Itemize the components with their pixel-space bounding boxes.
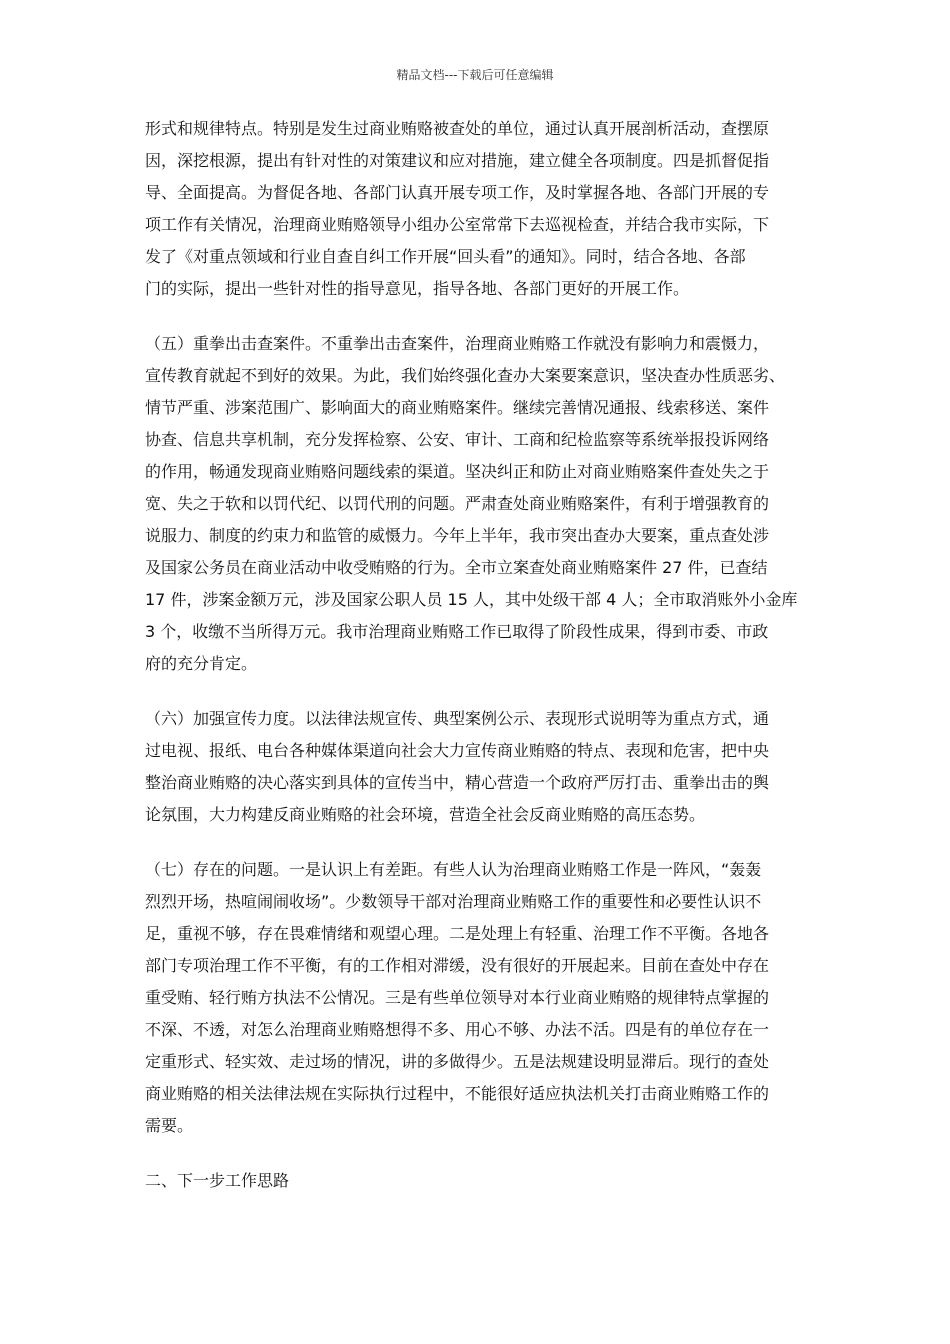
paragraph-five-investigation [145, 328, 815, 680]
paragraph-supervision [145, 113, 815, 305]
text-line: 足，重视不够，存在畏难情绪和观望心理。二是处理上有轻重、治理工作不平衡。各地各 [145, 924, 770, 943]
text-line: 项工作有关情况，治理商业贿赂领导小组办公室常常下去巡视检查，并结合我市实际，下 [145, 215, 770, 234]
text-line: 3 个，收缴不当所得万元。我市治理商业贿赂工作已取得了阶段性成果，得到市委、市政 [145, 622, 769, 641]
text-line: （六）加强宣传力度。以法律法规宣传、典型案例公示、表现形式说明等为重点方式，通 [145, 709, 770, 728]
text-line: 协查、信息共享机制，充分发挥检察、公安、审计、工商和纪检监察等系统举报投诉网络 [145, 430, 770, 449]
text-line: 定重形式、轻实效、走过场的情况，讲的多做得少。五是法规建设明显滞后。现行的查处 [145, 1052, 770, 1071]
text-line: 门的实际，提出一些针对性的指导意见，指导各地、各部门更好的开展工作。 [145, 279, 690, 298]
text-line: 论氛围，大力构建反商业贿赂的社会环境，营造全社会反商业贿赂的高压态势。 [145, 805, 706, 824]
text-line: 不深、不透，对怎么治理商业贿赂想得不多、用心不够、办法不活。四是有的单位存在一 [145, 1020, 770, 1039]
text-line: 的作用，畅通发现商业贿赂问题线索的渠道。坚决纠正和防止对商业贿赂案件查处失之于 [145, 462, 770, 481]
text-line: 17 件，涉案金额万元，涉及国家公职人员 15 人，其中处级干部 4 人；全市取消账外小金库 [145, 590, 798, 609]
text-line: 形式和规律特点。特别是发生过商业贿赂被查处的单位，通过认真开展剖析活动，查摆原 [145, 119, 770, 138]
text-line: 重受贿、轻行贿方执法不公情况。三是有些单位领导对本行业商业贿赂的规律特点掌握的 [145, 988, 770, 1007]
text-line: 商业贿赂的相关法律法规在实际执行过程中，不能很好适应执法机关打击商业贿赂工作的 [145, 1084, 770, 1103]
text-line: 及国家公务员在商业活动中收受贿赂的行为。全市立案查处商业贿赂案件 27 件，已查结 [145, 558, 768, 577]
text-line: 需要。 [145, 1116, 194, 1135]
page-header: 精品文档---下载后可任意编辑 [396, 68, 554, 82]
text-line: 宽、失之于软和以罚代纪、以罚代刑的问题。严肃查处商业贿赂案件，有利于增强教育的 [145, 494, 770, 513]
text-line: 烈烈开场，热喧闹闹收场”。少数领导干部对治理商业贿赂工作的重要性和必要性认识不 [145, 892, 762, 911]
text-line: 整治商业贿赂的决心落实到具体的宣传当中，精心营造一个政府严厉打击、重拳出击的舆 [145, 773, 770, 792]
section-heading: 二、下一步工作思路 [145, 1171, 290, 1190]
text-line: 过电视、报纸、电台各种媒体渠道向社会大力宣传商业贿赂的特点、表现和危害，把中央 [145, 741, 770, 760]
text-line: 宣传教育就起不到好的效果。为此，我们始终强化查办大案要案意识，坚决查办性质恶劣、 [145, 366, 786, 385]
text-line: 因，深挖根源，提出有针对性的对策建议和应对措施，建立健全各项制度。四是抓督促指 [145, 151, 770, 170]
text-line: 府的充分肯定。 [145, 654, 258, 673]
document-body [145, 113, 815, 1197]
text-line: （七）存在的问题。一是认识上有差距。有些人认为治理商业贿赂工作是一阵风，“轰轰 [145, 860, 762, 879]
text-line: 说服力、制度的约束力和监管的威慑力。今年上半年，我市突出查办大要案，重点查处涉 [145, 526, 770, 545]
paragraph-seven-problems [145, 854, 815, 1142]
paragraph-six-publicity [145, 703, 815, 831]
text-line: （五）重拳出击查案件。不重拳出击查案件，治理商业贿赂工作就没有影响力和震慑力， [145, 334, 770, 353]
text-line: 发了《对重点领域和行业自查自纠工作开展“回头看”的通知》。同时，结合各地、各部 [145, 247, 746, 266]
text-line: 情节严重、涉案范围广、影响面大的商业贿赂案件。继续完善情况通报、线索移送、案件 [145, 398, 770, 417]
text-line: 部门专项治理工作不平衡，有的工作相对滞缓，没有很好的开展起来。目前在查处中存在 [145, 956, 770, 975]
text-line: 导、全面提高。为督促各地、各部门认真开展专项工作，及时掌握各地、各部门开展的专 [145, 183, 770, 202]
